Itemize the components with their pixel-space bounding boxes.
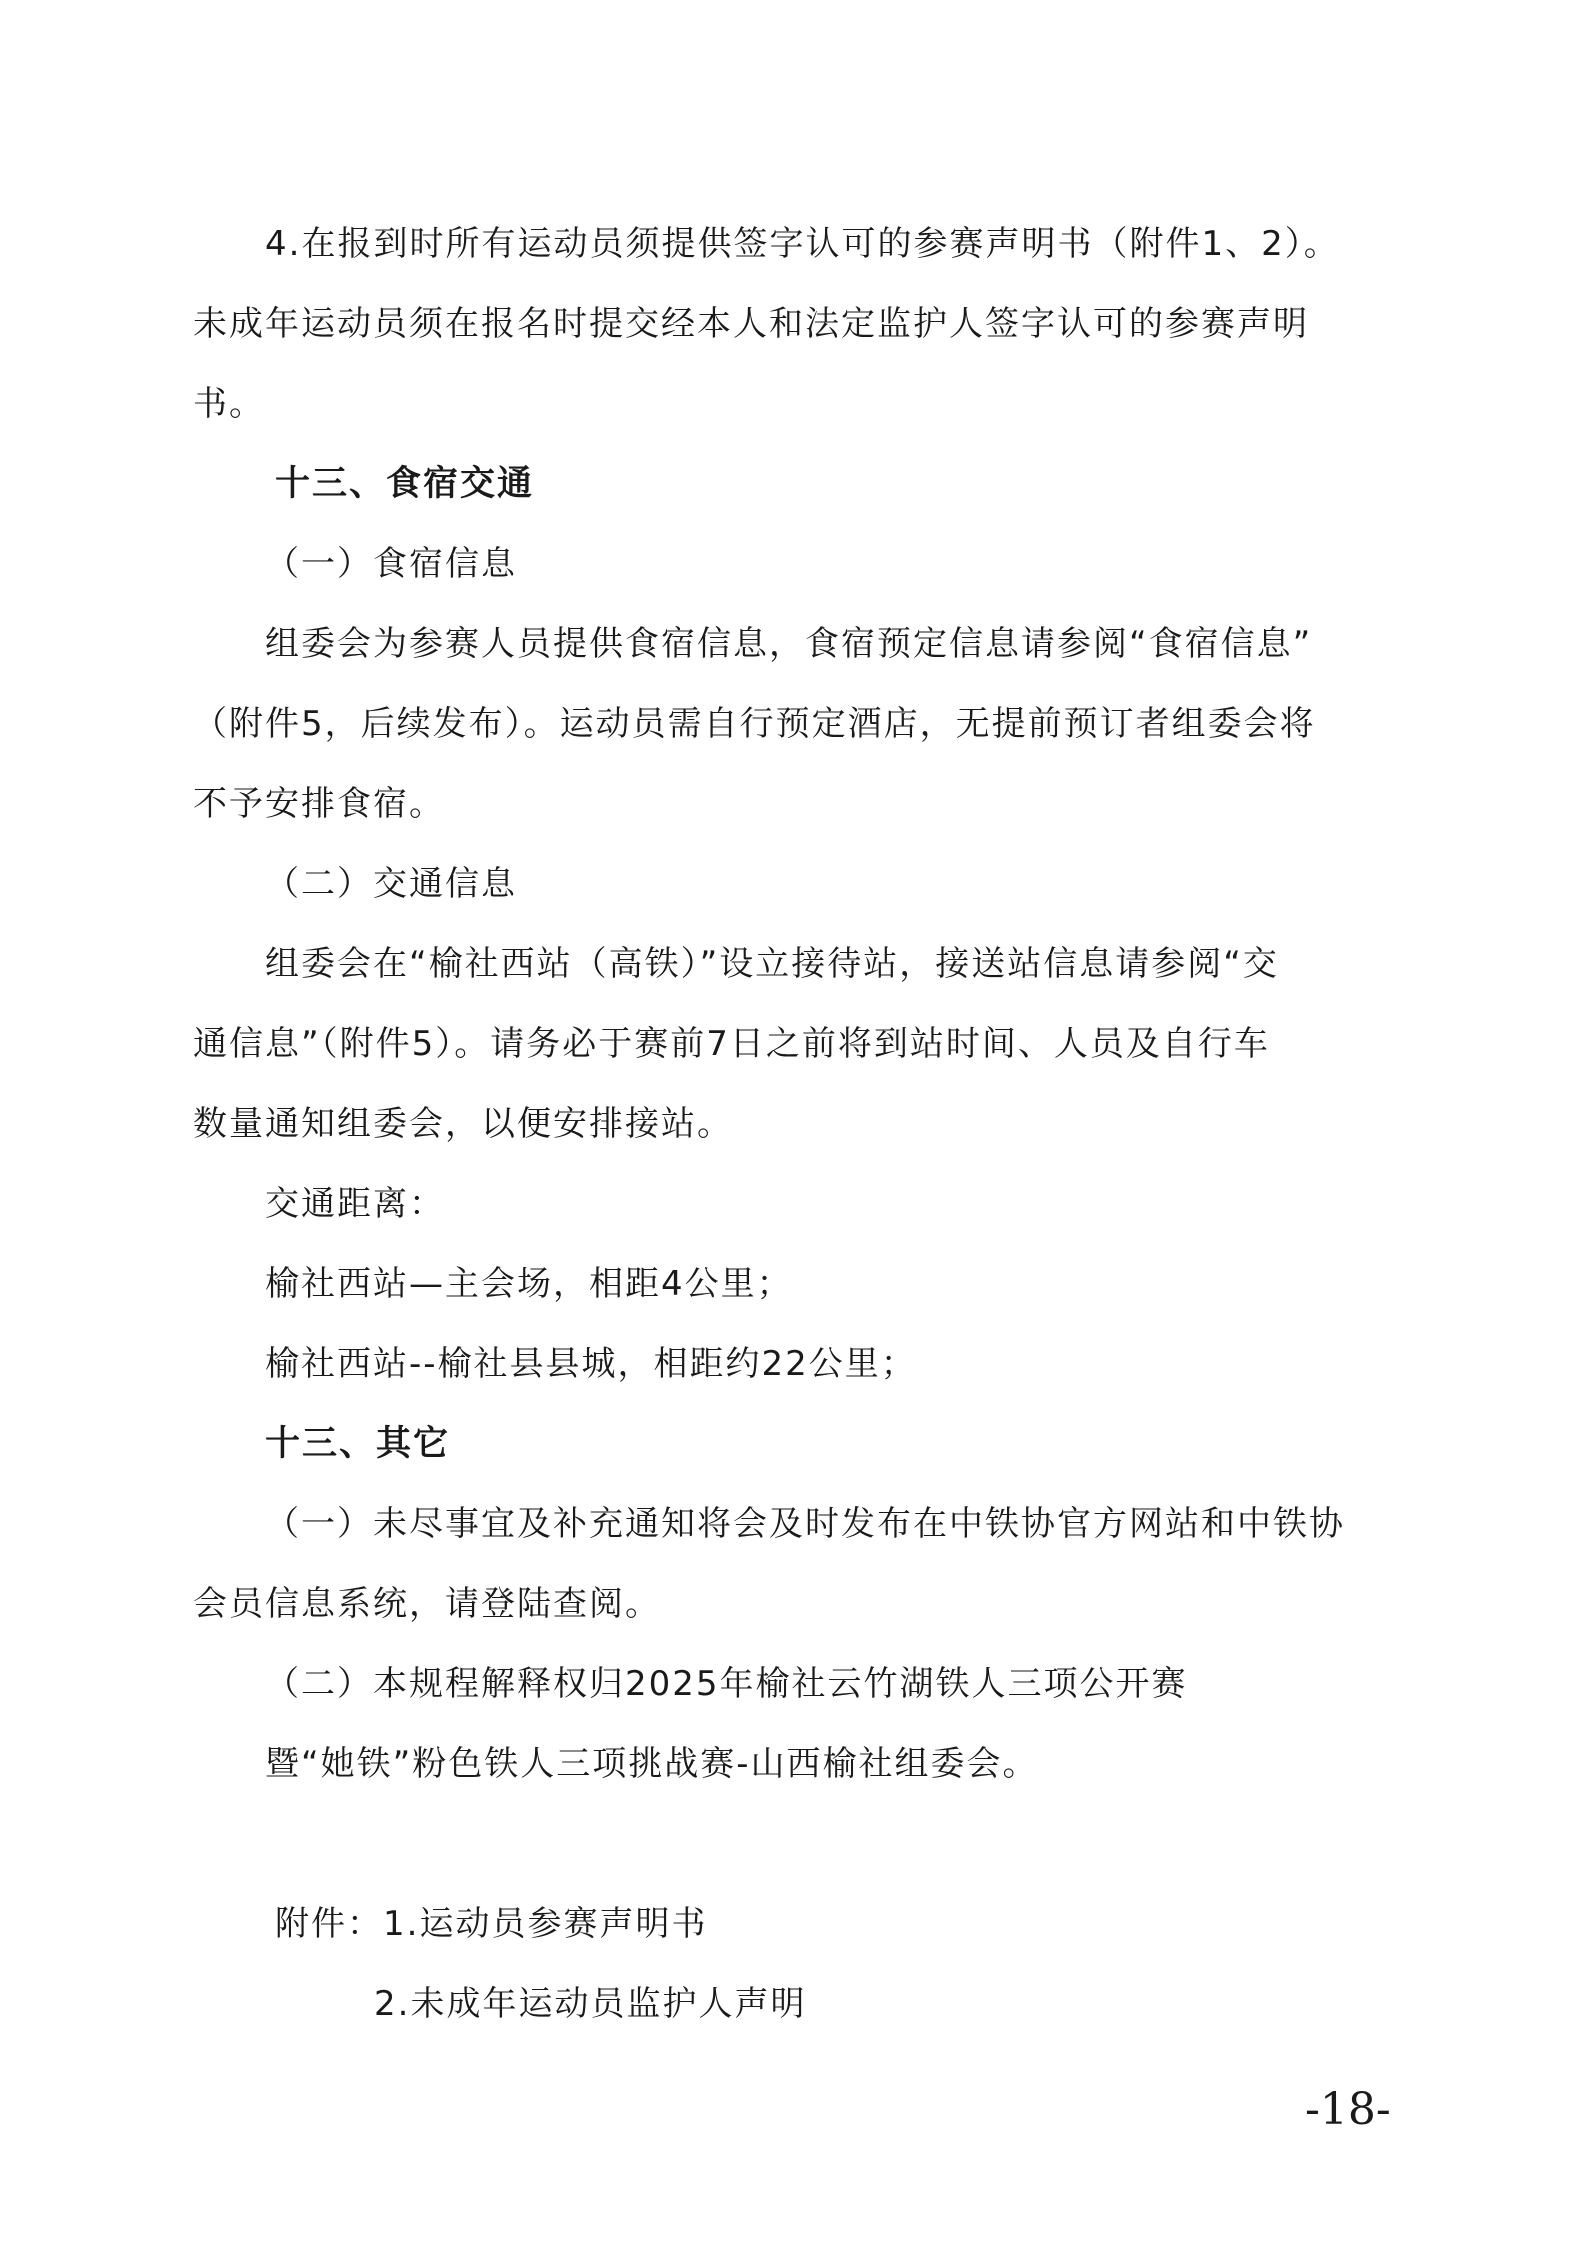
page-number: -18- <box>1305 2084 1391 2135</box>
para-other-2-line-2: 暨“她铁”粉色铁人三项挑战赛-山西榆社组委会。 <box>265 1744 1039 1784</box>
attachment-item-2: 2.未成年运动员监护人声明 <box>374 1984 807 2024</box>
para-accommodation-line-2: （附件5，后续发布）。运动员需自行预定酒店，无提前预订者组委会将 <box>193 704 1316 744</box>
para-registration-line-3: 书。 <box>193 384 265 424</box>
para-registration-line-1: 4.在报到时所有运动员须提供签字认可的参赛声明书（附件1、2）。 <box>265 224 1340 264</box>
para-other-1-line-1: （一）未尽事宜及补充通知将会及时发布在中铁协官方网站和中铁协 <box>265 1504 1345 1544</box>
transport-distance-label: 交通距离： <box>265 1184 445 1224</box>
distance-main-venue: 榆社西站—主会场，相距4公里； <box>265 1264 793 1304</box>
subheading-accommodation: （一）食宿信息 <box>265 544 517 584</box>
para-accommodation-line-1: 组委会为参赛人员提供食宿信息，食宿预定信息请参阅“食宿信息” <box>265 624 1313 664</box>
para-transport-line-3: 数量通知组委会，以便安排接站。 <box>193 1104 733 1144</box>
section-heading-other: 十三、其它 <box>265 1424 451 1464</box>
attachment-item-1: 附件：1.运动员参赛声明书 <box>275 1904 708 1944</box>
para-transport-line-2: 通信息”（附件5）。请务必于赛前7日之前将到站时间、人员及自行车 <box>193 1024 1270 1064</box>
subheading-transport: （二）交通信息 <box>265 864 517 904</box>
para-other-1-line-2: 会员信息系统，请登陆查阅。 <box>193 1584 661 1624</box>
para-other-2-line-1: （二）本规程解释权归2025年榆社云竹湖铁人三项公开赛 <box>265 1664 1188 1704</box>
para-transport-line-1: 组委会在“榆社西站（高铁）”设立接待站，接送站信息请参阅“交 <box>265 944 1279 984</box>
distance-county-town: 榆社西站--榆社县县城，相距约22公里； <box>265 1344 917 1384</box>
para-accommodation-line-3: 不予安排食宿。 <box>193 784 445 824</box>
para-registration-line-2: 未成年运动员须在报名时提交经本人和法定监护人签字认可的参赛声明 <box>193 304 1309 344</box>
section-heading-accommodation-transport: 十三、食宿交通 <box>275 464 535 504</box>
